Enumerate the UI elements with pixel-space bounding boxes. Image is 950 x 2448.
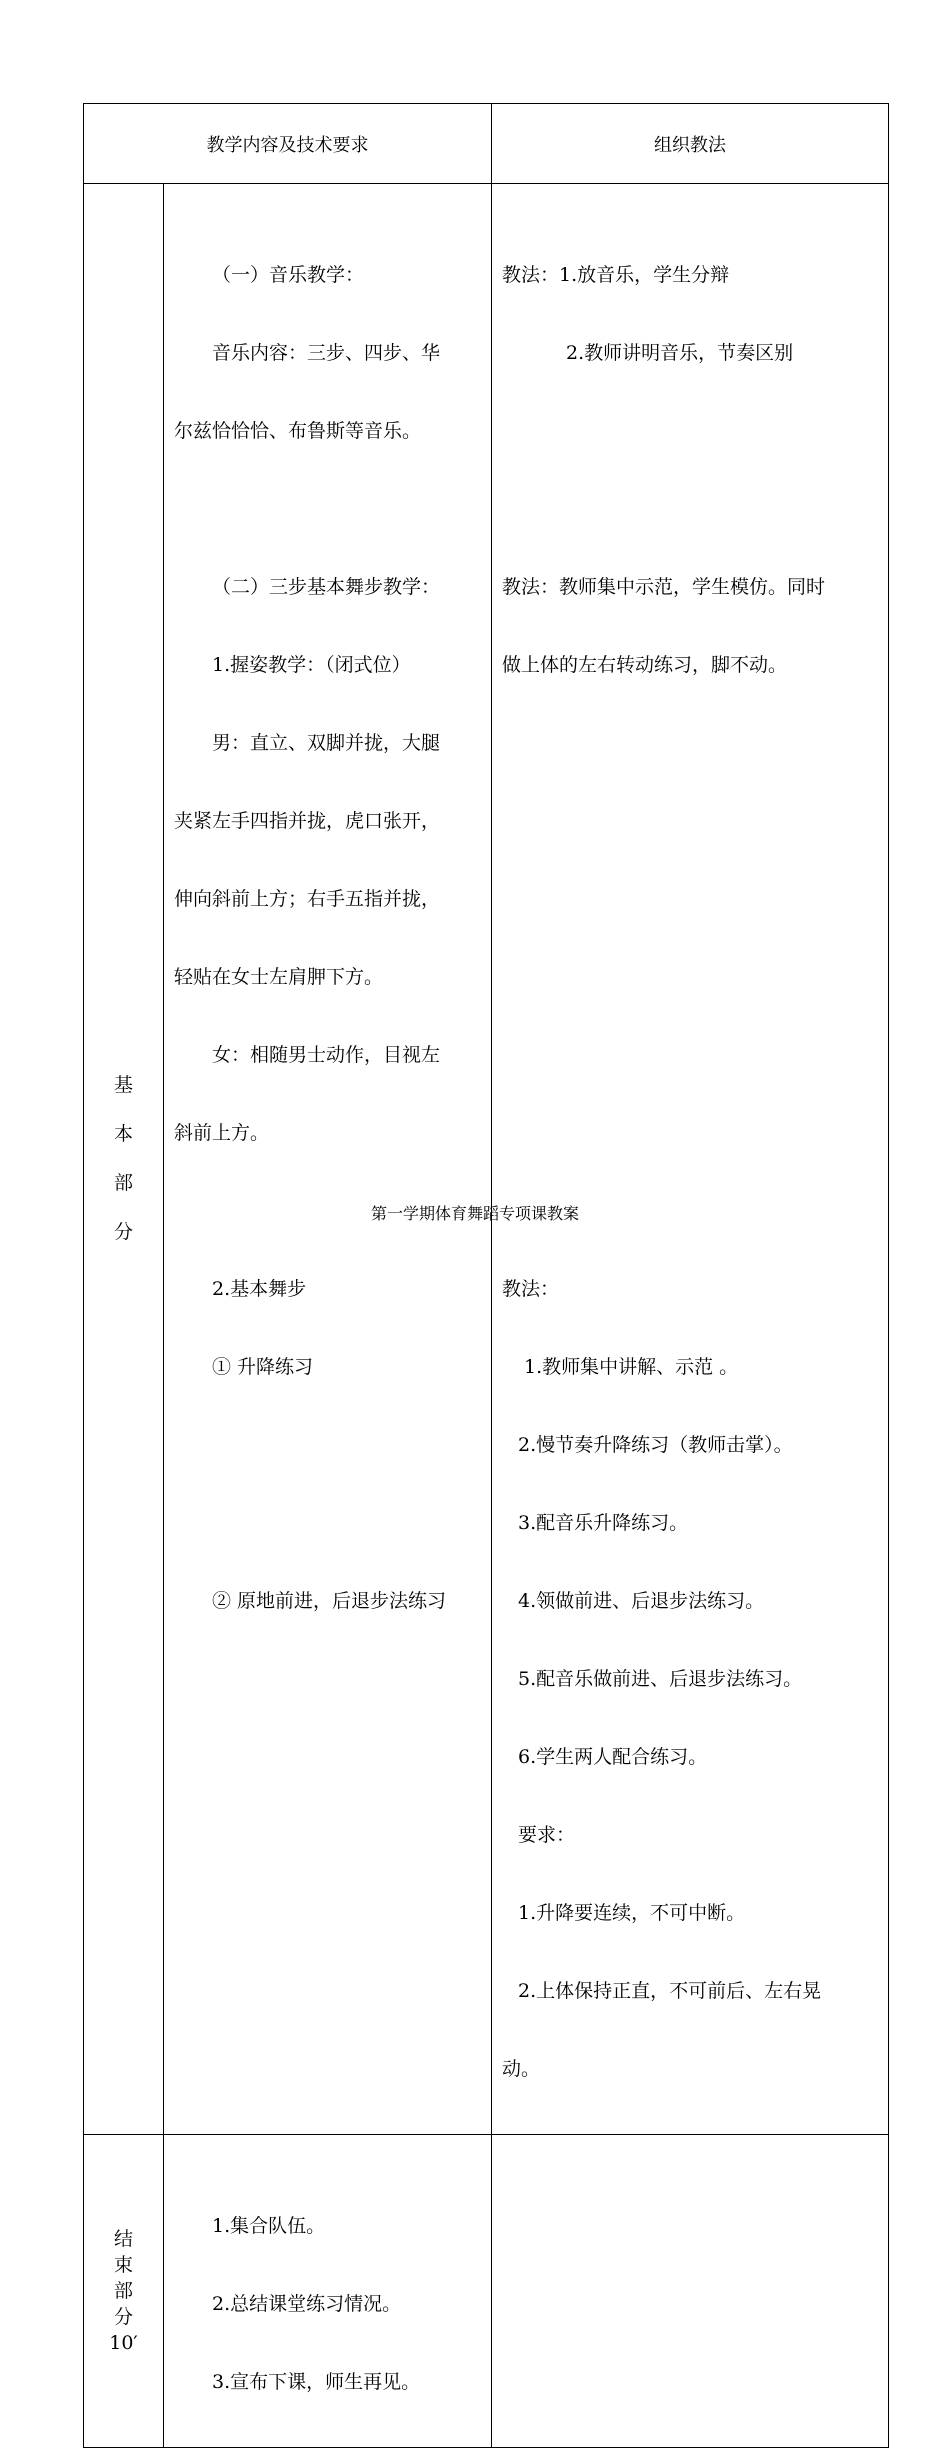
end-section-label: 结 束 部 分 10′ <box>84 2135 164 2448</box>
waltz-steps-title: （二）三步基本舞步教学： <box>212 576 441 598</box>
basic-section-label: 基 本 部 分 <box>84 184 164 2135</box>
method-steps-title: 教法： <box>502 1278 560 1300</box>
end-method-cell <box>492 2135 889 2448</box>
method-music: 教法：1.放音乐，学生分辩 <box>502 264 730 286</box>
basic-method-cell: 教法：1.放音乐，学生分辩 2.教师讲明音乐，节奏区别 教法：教师集中示范，学生模仿。同时 做上体的左右转动练习，脚不动。 教法： 1.教师集中讲解、示范 。 2.慢节奏升降练习（教师击掌）。 3.配音乐升降练习。 4.领做前进、后退步法练习。 5.配音乐做前进、后退步法练习。 6.学生两人配合练习。 要求： 1.升降要连续，不可中断。 2.上体保持正直，不可前后、左右晃 动。 <box>492 184 889 2135</box>
requirements-title: 要求： <box>518 1824 576 1846</box>
basic-content-cell: （一）音乐教学： 音乐内容：三步、四步、华 尔兹恰恰恰、布鲁斯等音乐。 （二）三步基本舞步教学： 1.握姿教学：（闭式位） 男：直立、双脚并拢，大腿 夹紧左手四指并拢，虎口张开， 伸向斜前上方；右手五指并拢， 轻贴在女士左肩胛下方。 女：相随男士动作，目视左 斜前上方。 2.基本舞步 ① 升降练习 ② 原地前进，后退步法练习 <box>164 184 492 2135</box>
end-section-row <box>84 2135 889 2448</box>
header-content-requirements: 教学内容及技术要求 <box>84 104 492 184</box>
lesson-plan-table <box>83 103 889 2448</box>
header-organization-method: 组织教法 <box>492 104 889 184</box>
basic-steps-title: 2.基本舞步 <box>212 1278 307 1300</box>
page-footer: 第一学期体育舞蹈专项课教案 <box>370 1204 579 1223</box>
music-teaching-title: （一）音乐教学： <box>212 264 365 286</box>
basic-section-row <box>84 184 889 2135</box>
header-row <box>84 104 889 184</box>
method-demonstration: 教法：教师集中示范，学生模仿。同时 <box>502 576 826 598</box>
end-content-cell: 1.集合队伍。 2.总结课堂练习情况。 3.宣布下课，师生再见。 <box>164 2135 492 2448</box>
